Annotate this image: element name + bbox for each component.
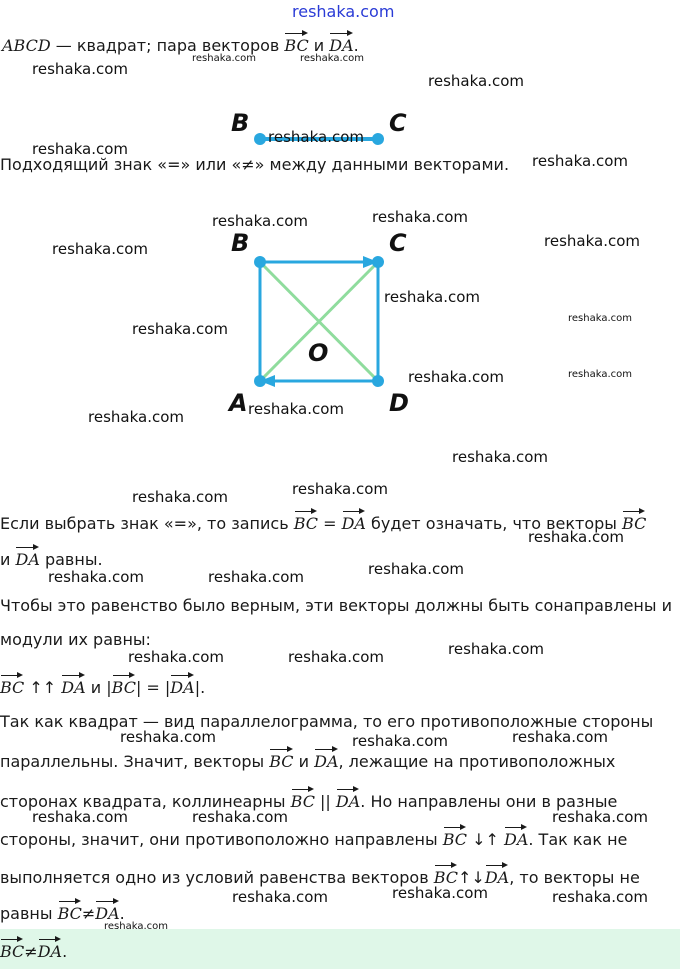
answer-highlight bbox=[0, 929, 680, 969]
paragraph-3-line-6 bbox=[0, 898, 125, 923]
vector-bc: BC bbox=[443, 824, 467, 849]
watermark: reshaka.com bbox=[212, 212, 308, 230]
vector-da: DA bbox=[15, 544, 39, 569]
vector-bc: BC bbox=[284, 30, 308, 55]
and-word: и bbox=[85, 678, 107, 697]
watermark: reshaka.com bbox=[372, 208, 468, 226]
text-span: и bbox=[0, 550, 16, 569]
watermark: reshaka.com bbox=[352, 732, 448, 750]
watermark: reshaka.com bbox=[32, 140, 128, 158]
paragraph-2-line-2: модули их равны: bbox=[0, 630, 151, 649]
watermark: reshaka.com bbox=[32, 60, 128, 78]
watermark: reshaka.com bbox=[268, 128, 364, 146]
point-b-dot bbox=[254, 133, 266, 145]
vector-da: DA bbox=[61, 672, 85, 697]
abs-bar: | bbox=[106, 678, 112, 697]
watermark: reshaka.com bbox=[408, 368, 504, 386]
watermark: reshaka.com bbox=[48, 568, 144, 586]
text-span: выполняется одно из условий равенства векторов bbox=[0, 868, 434, 887]
watermark: reshaka.com bbox=[192, 808, 288, 826]
watermark: reshaka.com bbox=[552, 888, 648, 906]
parallel-sign: || bbox=[314, 792, 336, 811]
vertex-c-dot bbox=[372, 256, 384, 268]
text-span: , то векторы не bbox=[509, 868, 640, 887]
statement-text: — квадрат; пара векторов bbox=[50, 36, 285, 55]
watermark: reshaka.com bbox=[32, 808, 128, 826]
vector-da: DA bbox=[504, 824, 528, 849]
watermark: reshaka.com bbox=[532, 152, 628, 170]
vector-bc: BC bbox=[294, 508, 318, 533]
watermark: reshaka.com bbox=[88, 408, 184, 426]
vector-bc: BC bbox=[0, 936, 24, 961]
watermark: reshaka.com bbox=[528, 528, 624, 546]
equals-sign: = bbox=[318, 514, 342, 533]
text-span: Если выбрать знак «=», то запись bbox=[0, 514, 294, 533]
watermark: reshaka.com bbox=[192, 53, 256, 64]
vector-da: DA bbox=[95, 898, 119, 923]
watermark: reshaka.com bbox=[120, 728, 216, 746]
text-span: сторонах квадрата, коллинеарны bbox=[0, 792, 291, 811]
watermark: reshaka.com bbox=[208, 568, 304, 586]
not-equal-sign: ≠ bbox=[81, 904, 96, 923]
watermark: reshaka.com bbox=[128, 648, 224, 666]
text-span: и bbox=[293, 752, 315, 771]
equals-sign: = bbox=[141, 678, 165, 697]
vertex-b-dot bbox=[254, 256, 266, 268]
text-span: равны bbox=[0, 904, 58, 923]
vector-bc: BC bbox=[622, 508, 646, 533]
watermark: reshaka.com bbox=[292, 480, 388, 498]
not-equal-sign: ≠ bbox=[24, 942, 38, 961]
watermark: reshaka.com bbox=[552, 808, 648, 826]
vector-da: DA bbox=[336, 786, 360, 811]
vector-da: DA bbox=[485, 862, 509, 887]
abs-bar: | bbox=[164, 678, 171, 697]
vector-bc: BC bbox=[434, 862, 458, 887]
opposite-direction-sign: ↑↓ bbox=[458, 868, 485, 887]
watermark: reshaka.com bbox=[512, 728, 608, 746]
paragraph-3-line-2 bbox=[0, 746, 615, 771]
text-span: стороны, значит, они противоположно направлены bbox=[0, 830, 443, 849]
label-a: A bbox=[229, 389, 248, 417]
watermark: reshaka.com bbox=[384, 288, 480, 306]
watermark: reshaka.com bbox=[392, 884, 488, 902]
period: . bbox=[200, 678, 206, 697]
vector-bc: BC bbox=[112, 672, 136, 697]
watermark: reshaka.com bbox=[368, 560, 464, 578]
vector-bc: BC bbox=[0, 672, 24, 697]
site-header-watermark: reshaka.com bbox=[292, 2, 395, 21]
watermark: reshaka.com bbox=[428, 72, 524, 90]
watermark: reshaka.com bbox=[288, 648, 384, 666]
paragraph-1-line-2 bbox=[0, 544, 103, 569]
label-c: C bbox=[389, 109, 407, 137]
watermark: reshaka.com bbox=[232, 888, 328, 906]
watermark: reshaka.com bbox=[448, 640, 544, 658]
figure-square-abcd bbox=[225, 225, 425, 420]
label-c: C bbox=[389, 229, 407, 257]
opposite-direction-sign: ↓↑ bbox=[467, 830, 504, 849]
point-c-dot bbox=[372, 133, 384, 145]
codirectional-sign: ↑↑ bbox=[24, 678, 62, 697]
vertex-d-dot bbox=[372, 375, 384, 387]
watermark: reshaka.com bbox=[544, 232, 640, 250]
watermark: reshaka.com bbox=[248, 400, 344, 418]
text-span: равны. bbox=[39, 550, 103, 569]
vector-da: DA bbox=[38, 936, 62, 961]
period: . bbox=[119, 904, 125, 923]
vector-da: DA bbox=[314, 746, 338, 771]
watermark: reshaka.com bbox=[132, 320, 228, 338]
vector-da: DA bbox=[342, 508, 366, 533]
period: . bbox=[62, 942, 68, 961]
vector-bc: BC bbox=[58, 898, 82, 923]
text-span: . Так как не bbox=[528, 830, 628, 849]
watermark: reshaka.com bbox=[52, 240, 148, 258]
vector-bc: BC bbox=[269, 746, 293, 771]
paragraph-2-line-1: Чтобы это равенство было верным, эти векторы должны быть сонаправлены и bbox=[0, 596, 672, 615]
square-name: ABCD bbox=[2, 36, 51, 55]
text-span: . Но направлены они в разные bbox=[360, 792, 618, 811]
answer-line bbox=[0, 936, 67, 961]
label-b: B bbox=[231, 109, 250, 137]
watermark: reshaka.com bbox=[132, 488, 228, 506]
label-b: B bbox=[231, 229, 250, 257]
watermark: reshaka.com bbox=[452, 448, 548, 466]
paragraph-3-line-1: Так как квадрат — вид параллелограмма, то его противоположные стороны bbox=[0, 712, 654, 731]
watermark: reshaka.com bbox=[104, 921, 168, 932]
paragraph-3-line-5 bbox=[0, 862, 640, 887]
and-word: и bbox=[308, 36, 330, 55]
vector-da: DA bbox=[170, 672, 194, 697]
text-span: будет означать, что векторы bbox=[365, 514, 623, 533]
vector-da: DA bbox=[329, 30, 353, 55]
paragraph-2-formula bbox=[0, 672, 205, 697]
label-o: O bbox=[308, 339, 329, 367]
watermark: reshaka.com bbox=[568, 369, 632, 380]
abs-bar: | bbox=[194, 678, 201, 697]
paragraph-3-line-4 bbox=[0, 824, 627, 849]
statement-line bbox=[2, 30, 359, 55]
watermark: reshaka.com bbox=[300, 53, 364, 64]
text-span: , лежащие на противоположных bbox=[338, 752, 616, 771]
vertex-a-dot bbox=[254, 375, 266, 387]
watermark: reshaka.com bbox=[568, 313, 632, 324]
label-d: D bbox=[389, 389, 409, 417]
abs-bar: | bbox=[135, 678, 142, 697]
vector-bc: BC bbox=[291, 786, 315, 811]
period: . bbox=[353, 36, 359, 55]
question-text: Подходящий знак «=» или «≠» между данными векторами. bbox=[0, 155, 510, 174]
text-span: параллельны. Значит, векторы bbox=[0, 752, 270, 771]
